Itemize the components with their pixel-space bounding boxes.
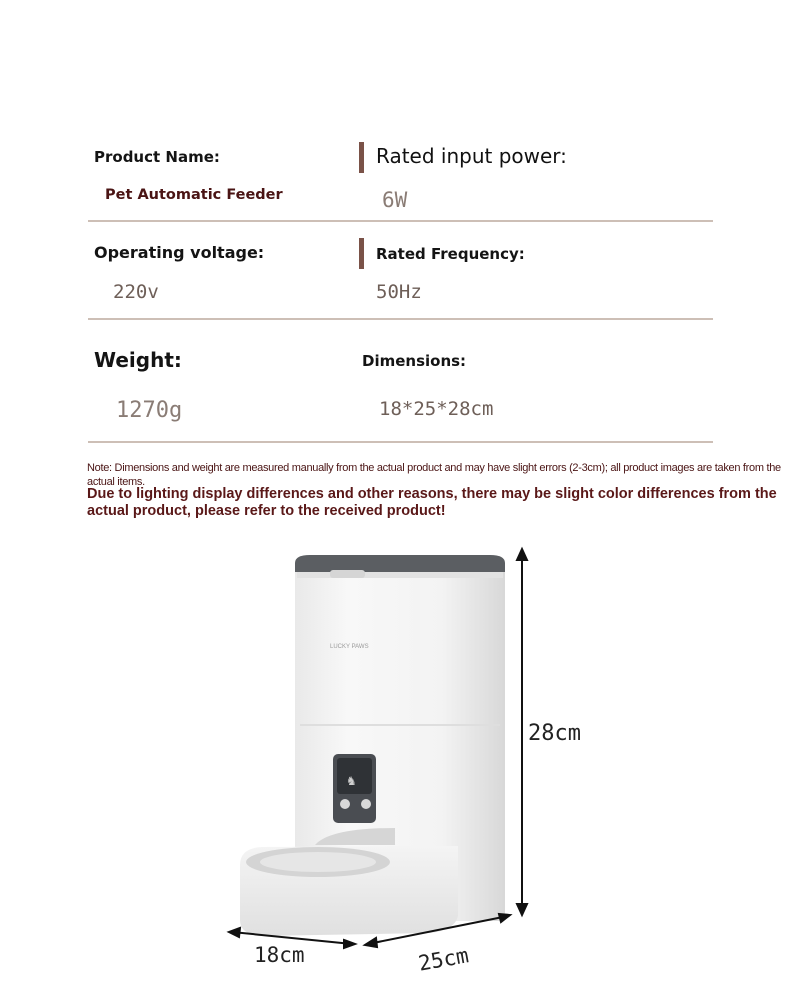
- rated-power-accent-bar: [359, 142, 364, 173]
- operating-voltage-label: Operating voltage:: [94, 243, 265, 262]
- divider-1: [88, 220, 713, 222]
- height-label: 28cm: [528, 721, 581, 746]
- rated-power-label: Rated input power:: [376, 144, 567, 168]
- right-button-icon: [361, 799, 371, 809]
- color-difference-note: Due to lighting display differences and other reasons, there may be slight color differences from the actual product, please refer to the received product!: [87, 486, 777, 519]
- control-panel: [333, 754, 376, 823]
- rated-frequency-label: Rated Frequency:: [376, 245, 525, 263]
- feeder-bowl: [240, 846, 458, 936]
- weight-value: 1270g: [116, 398, 183, 423]
- divider-2: [88, 318, 713, 320]
- left-button-icon: [340, 799, 350, 809]
- dimensions-label: Dimensions:: [362, 352, 467, 370]
- product-name-label: Product Name:: [94, 148, 220, 166]
- weight-label: Weight:: [94, 348, 182, 372]
- measurement-note: Note: Dimensions and weight are measured manually from the actual product and may have slight errors (2-3cm); all product images are taken from the actual items.: [87, 462, 781, 488]
- height-dimension-line: [517, 549, 527, 915]
- rated-power-value: 6W: [382, 188, 408, 212]
- divider-3: [88, 441, 713, 443]
- rated-frequency-accent-bar: [359, 238, 364, 269]
- product-illustration: [0, 535, 790, 990]
- depth-label: 18cm: [254, 943, 305, 967]
- dimensions-value: 18*25*28cm: [379, 398, 494, 420]
- product-name-value: Pet Automatic Feeder: [105, 187, 283, 203]
- svg-text:♞: ♞: [346, 774, 357, 788]
- rated-frequency-value: 50Hz: [376, 281, 422, 303]
- brand-text: LUCKY PAWS: [330, 644, 369, 650]
- operating-voltage-value: 220v: [113, 281, 159, 303]
- width-label: 25cm: [416, 943, 471, 976]
